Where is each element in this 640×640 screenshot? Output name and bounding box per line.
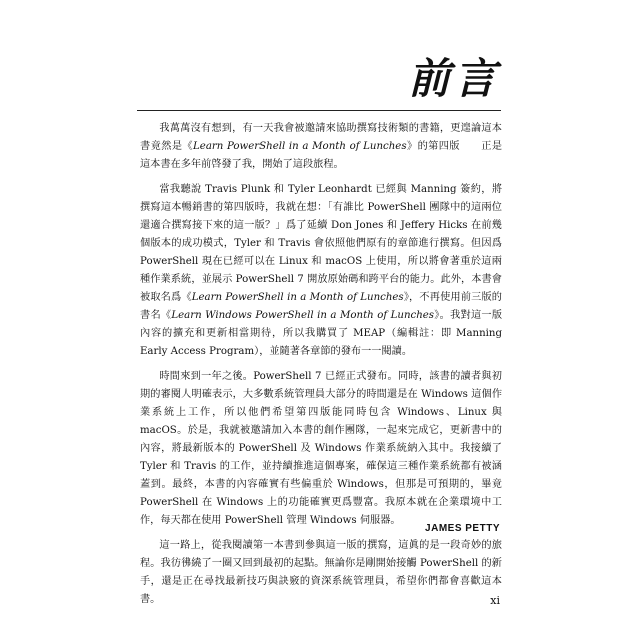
book-title-italic: Learn PowerShell in a Month of Lunches [193,141,407,152]
title-rule [137,110,501,111]
paragraph-4 [140,537,502,609]
paragraph-text: 當我聽說 Travis Plunk 和 Tyler Leonhardt 已經與 Manning 簽約，將撰寫這本暢銷書的第四版時，我就在想：「有誰比 PowerShell 團隊中的這兩位還適合撰寫接下來的這一版？」爲了延續 Don Jones 和 Jeffery Hicks 在前幾個版本的成功模式，Tyler 和 Travis 會依照他們原有的章節進行撰寫。但因爲 PowerShell 現在已經可以在 Linux 和 macOS 上使用，所以將會著重於這兩種作業系統，並展示 PowerShell 7 開放原始碼和跨平台的能力。此外，本書會被取名爲《 [140,184,502,303]
paragraph-3 [140,368,502,530]
paragraph-text: 》的第四版 正是這本書在多年前啓發了我，開始了這段旅程。 [140,141,503,170]
paragraph-text: 》。我對這一版內容的擴充和更新相當期待，所以我購買了 MEAP（編輯註：即 Manning Early Access Program），並隨著各章節的發布一一閱讀。 [140,310,503,357]
paragraph-text: 這一路上，從我閱讀第一本書到參與這一版的撰寫，這眞的是一段奇妙的旅程。我彷彿繞了一圈又回到最初的起點。無論你是剛開始接觸 PowerShell 的新手，還是正在尋找最新技巧與訣竅的資深系統管理員，希望你們都會喜歡這本書。 [140,540,502,605]
paragraph-text: 時間來到一年之後。PowerShell 7 已經正式發布。同時，該書的讀者與初期的審閱人明確表示，大多數系統管理員大部分的時間還是在 Windows 這個作業系統上工作，所以他們希望第四版能同時包含 Windows、Linux 與 macOS。於是，我就被邀請加入本書的創作團隊，一起來完成它，更新書中的內容，將最新版本的 PowerShell 及 Windows 作業系統納入其中。我接續了 Tyler 和 Travis 的工作，並持續推進這個專案，確保這三種作業系統都有被涵蓋到。最終，本書的內容確實有些偏重於 Windows，但那是可預期的，畢竟 PowerShell 在 Windows 上的功能確實更爲豐富。我原本就在企業環境中工作，每天都在使用 PowerShell 管理 Windows 伺服器。 [140,371,502,526]
book-title-italic: Learn PowerShell in a Month of Lunches [191,292,404,303]
preface-body [140,120,502,616]
book-title-italic: Learn Windows PowerShell in a Month of Lunches [171,310,435,321]
paragraph-text: 》，不再使用前三版的書名《 [140,292,502,321]
paragraph-1 [140,120,502,174]
paragraph-2 [140,181,502,361]
page-title: 前言 [407,54,500,103]
paragraph-text: 我萬萬沒有想到，有一天我會被邀請來協助撰寫技術類的書籍，更遑論這本書竟然是《 [140,123,502,152]
author-signature: JAMES PETTY [425,523,500,534]
page-number: xi [490,594,500,607]
